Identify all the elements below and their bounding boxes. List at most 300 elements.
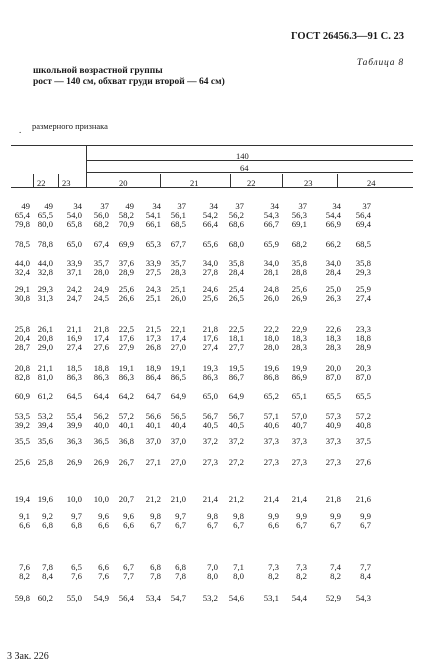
table-cell: 25,6 [14,457,30,467]
table-cell: 52,9 [325,593,341,603]
header-divider-c [160,174,161,187]
table-cell: 35,8 [355,258,371,268]
table-cell: 68,5 [355,239,371,249]
table-cell: 35,7 [93,258,109,268]
table-cell: 21,8 [93,324,109,334]
table-cell: 36,8 [118,436,134,446]
table-cell: 6,6 [19,520,30,531]
table-cell: 66,7 [263,219,279,230]
table-cell: 37,2 [228,436,244,446]
table-cell: 25,9 [355,284,371,294]
table-cell: 28,7 [14,342,30,353]
table-cell: 37 [298,201,307,211]
table-cell: 6,7 [207,520,218,531]
table-cell: 27,3 [291,457,307,467]
table-cell: 21,8 [325,494,341,504]
table-cell: 65,1 [291,391,307,401]
footer-note: 3 Зак. 226 [7,651,49,662]
table-cell: 36,5 [93,436,109,446]
table-cell: 9,7 [71,511,82,521]
group-header: 23 [62,178,71,188]
header-divider-b [58,174,59,187]
table-cell: 56,2 [93,411,109,421]
table-cell: 44,0 [37,258,53,268]
table-cell: 29,3 [37,284,53,294]
table-cell: 27,4 [355,293,371,304]
table-cell: 56,4 [355,210,371,221]
table-cell: 25,6 [118,284,134,294]
table-cell: 44,0 [14,258,30,268]
table-cell: 25,6 [291,284,307,294]
table-cell: 67,7 [170,239,186,249]
table-cell: 70,9 [118,219,134,230]
table-cell: 7,8 [42,562,53,572]
table-cell: 53,1 [263,593,279,603]
header-rule-140 [86,160,413,161]
table-cell: 6,7 [233,520,244,531]
table-cell: 19,4 [14,494,30,504]
table-cell: 65,8 [66,219,82,230]
table-cell: 19,5 [228,363,244,373]
table-cell: 69,1 [291,219,307,230]
table-cell: 40,5 [202,420,218,431]
table-cell: 7,7 [123,571,134,582]
table-cell: 23,3 [355,324,371,334]
table-cell: 21,5 [145,324,161,334]
table-cell: 21,4 [263,494,279,504]
table-cell: 66,4 [202,219,218,230]
table-cell: 28,0 [263,342,279,353]
table-cell: 24,5 [93,293,109,304]
table-cell: 24,7 [66,293,82,304]
table-cell: 6,5 [71,562,82,572]
table-cell: 6,6 [268,520,279,531]
group-header: 24 [367,178,376,188]
table-cell: 25,4 [228,284,244,294]
table-cell: 27,6 [93,342,109,353]
table-cell: 68,0 [228,239,244,249]
table-cell: 9,6 [98,511,109,521]
table-cell: 54,1 [145,210,161,221]
table-cell: 6,8 [42,520,53,531]
table-cell: 6,7 [330,520,341,531]
table-cell: 65,0 [66,239,82,249]
table-cell: 22,9 [291,324,307,334]
header-divider-e [282,174,283,187]
table-cell: 25,0 [325,284,341,294]
table-cell: 64,4 [93,391,109,401]
table-cell: 24,6 [202,284,218,294]
table-cell: 61,2 [37,391,53,401]
table-cell: 86,9 [291,372,307,383]
table-cell: 26,3 [325,293,341,304]
table-cell: 7,1 [233,562,244,572]
table-cell: 9,6 [123,511,134,521]
table-cell: 24,2 [66,284,82,294]
table-cell: 39,4 [37,420,53,431]
table-cell: 9,9 [360,511,371,521]
table-cell: 22,2 [263,324,279,334]
table-cell: 7,7 [360,562,371,572]
table-cell: 54,9 [93,593,109,603]
table-cell: 37,3 [263,436,279,446]
table-cell: 34,0 [325,258,341,268]
table-cell: 9,8 [150,511,161,521]
group-header: 22 [37,178,46,188]
table-cell: 39,2 [14,420,30,431]
table-cell: 18,9 [145,363,161,373]
table-cell: 69,9 [118,239,134,249]
table-cell: 81,0 [37,372,53,383]
table-cell: 86,3 [93,372,109,383]
table-cell: 26,1 [37,324,53,334]
table-cell: 40,0 [93,420,109,431]
table-cell: 6,7 [123,562,134,572]
table-cell: 35,7 [170,258,186,268]
table-cell: 20,0 [325,363,341,373]
table-cell: 22,1 [170,324,186,334]
table-cell: 8,4 [360,571,371,582]
table-cell: 9,1 [19,511,30,521]
table-cell: 7,8 [150,571,161,582]
table-cell: 28,3 [291,342,307,353]
table-cell: 57,2 [118,411,134,421]
table-cell: 56,5 [170,411,186,421]
table-cell: 66,1 [145,219,161,230]
table-cell: 56,2 [228,210,244,221]
table-cell: 65,5 [325,391,341,401]
table-cell: 31,3 [37,293,53,304]
table-cell: 7,8 [175,571,186,582]
table-cell: 54,6 [228,593,244,603]
table-cell: 53,5 [14,411,30,421]
table-cell: 17,4 [170,333,186,344]
height-header: 140 [236,151,249,161]
table-cell: 27,0 [170,457,186,467]
table-cell: 60,2 [37,593,53,603]
table-cell: 27,1 [145,457,161,467]
table-cell: 28,0 [93,267,109,278]
table-cell: 8,2 [330,571,341,582]
table-cell: 29,3 [355,267,371,278]
table-cell: 28,4 [228,267,244,278]
table-cell: 34,0 [263,258,279,268]
table-cell: 6,7 [150,520,161,531]
table-cell: 66,2 [325,239,341,249]
table-cell: 78,8 [37,239,53,249]
table-cell: 34 [152,201,161,211]
table-cell: 21,4 [202,494,218,504]
table-cell: 37,3 [291,436,307,446]
table-cell: 19,6 [37,494,53,504]
table-cell: 68,5 [170,219,186,230]
table-cell: 65,5 [37,210,53,221]
table-cell: 27,4 [202,342,218,353]
table-cell: 65,4 [14,210,30,221]
table-cell: 17,6 [202,333,218,344]
table-cell: 18,0 [263,333,279,344]
table-cell: 17,3 [145,333,161,344]
table-cell: 86,3 [66,372,82,383]
table-cell: 53,2 [37,411,53,421]
table-cell: 21,6 [355,494,371,504]
table-cell: 20,8 [14,363,30,373]
table-cell: 25,1 [145,293,161,304]
table-cell: 40,6 [263,420,279,431]
table-cell: 34 [73,201,82,211]
table-cell: 9,7 [175,511,186,521]
table-cell: 24,8 [263,284,279,294]
table-cell: 22,5 [228,324,244,334]
table-cell: 65,6 [202,239,218,249]
table-cell: 37,3 [325,436,341,446]
table-cell: 37 [362,201,371,211]
table-cell: 7,3 [268,562,279,572]
table-cell: 56,6 [145,411,161,421]
table-cell: 54,0 [66,210,82,221]
table-cell: 56,3 [291,210,307,221]
table-cell: 64,5 [66,391,82,401]
table-cell: 37,2 [202,436,218,446]
table-cell: 28,1 [263,267,279,278]
table-cell: 64,7 [145,391,161,401]
header-divider-left [86,146,87,187]
table-cell: 28,8 [291,267,307,278]
table-cell: 20,7 [118,494,134,504]
table-cell: 8,0 [207,571,218,582]
table-caption-line1: школьной возрастной группы [33,66,163,76]
table-cell: 56,1 [170,210,186,221]
table-cell: 22,5 [118,324,134,334]
page-header: ГОСТ 26456.3—91 С. 23 [290,31,404,42]
table-cell: 7,0 [207,562,218,572]
table-cell: 8,4 [42,571,53,582]
table-cell: 56,7 [202,411,218,421]
table-cell: 18,3 [325,333,341,344]
table-cell: 25,8 [37,457,53,467]
table-cell: 86,3 [202,372,218,383]
table-cell: 7,4 [330,562,341,572]
table-cell: 65,9 [263,239,279,249]
header-divider-a [33,174,34,187]
table-cell: 86,4 [145,372,161,383]
table-cell: 6,8 [150,562,161,572]
table-cell: 56,0 [93,210,109,221]
table-cell: 27,2 [228,457,244,467]
table-cell: 33,9 [66,258,82,268]
table-cell: 26,5 [228,293,244,304]
table-cell: 21,1 [66,324,82,334]
table-cell: 25,8 [14,324,30,334]
table-cell: 26,0 [263,293,279,304]
table-cell: 57,2 [355,411,371,421]
table-cell: 40,1 [145,420,161,431]
table-cell: 37,6 [118,258,134,268]
table-cell: 17,6 [118,333,134,344]
table-cell: 64,9 [228,391,244,401]
table-cell: 8,2 [268,571,279,582]
table-cell: 69,4 [355,219,371,230]
table-cell: 59,8 [14,593,30,603]
table-cell: 24,9 [93,284,109,294]
header-rule-bottom [11,187,413,188]
table-cell: 20,3 [355,363,371,373]
table-cell: 6,7 [175,520,186,531]
table-cell: 86,5 [170,372,186,383]
table-cell: 9,8 [207,511,218,521]
table-cell: 27,3 [202,457,218,467]
table-cell: 21,1 [37,363,53,373]
table-cell: 7,6 [98,571,109,582]
table-cell: 56,7 [228,411,244,421]
table-cell: 49 [44,201,53,211]
header-rule-64 [86,172,413,173]
table-cell: 68,6 [228,219,244,230]
table-cell: 37 [100,201,109,211]
table-cell: 54,3 [355,593,371,603]
table-cell: 79,8 [14,219,30,230]
table-cell: 37,5 [355,436,371,446]
table-cell: 40,4 [170,420,186,431]
table-cell: 7,6 [19,562,30,572]
table-cell: 28,3 [325,342,341,353]
table-cell: 49 [125,201,134,211]
table-cell: 80,0 [37,219,53,230]
table-cell: 55,0 [66,593,82,603]
table-cell: 21,8 [202,324,218,334]
table-cell: 26,6 [118,293,134,304]
table-cell: 21,2 [228,494,244,504]
group-header: 23 [304,178,313,188]
table-cell: 10,0 [93,494,109,504]
table-cell: 27,9 [118,342,134,353]
table-cell: 25,6 [202,293,218,304]
table-cell: 57,1 [263,411,279,421]
table-cell: 33,9 [145,258,161,268]
table-cell: 6,6 [98,520,109,531]
table-cell: 40,9 [325,420,341,431]
table-cell: 40,5 [228,420,244,431]
table-cell: 67,4 [93,239,109,249]
table-cell: 18,8 [355,333,371,344]
table-cell: 18,8 [93,363,109,373]
table-cell: 40,8 [355,420,371,431]
table-cell: 37,0 [145,436,161,446]
table-cell: 40,1 [118,420,134,431]
table-cell: 19,6 [263,363,279,373]
table-cell: 27,0 [170,342,186,353]
table-cell: 57,0 [291,411,307,421]
table-cell: 16,9 [66,333,82,344]
table-cell: 18,5 [66,363,82,373]
table-cell: 9,9 [296,511,307,521]
table-cell: 27,4 [66,342,82,353]
table-cell: 28,9 [118,267,134,278]
table-cell: 29,1 [14,284,30,294]
table-cell: 40,7 [291,420,307,431]
group-header: 21 [190,178,199,188]
table-cell: 82,8 [14,372,30,383]
table-cell: 27,8 [202,267,218,278]
table-number: Таблица 8 [356,58,404,68]
table-cell: 54,4 [325,210,341,221]
table-cell: 34,0 [202,258,218,268]
table-cell: 87,0 [325,372,341,383]
table-cell: 27,5 [145,267,161,278]
table-cell: 86,7 [228,372,244,383]
table-cell: 78,5 [14,239,30,249]
table-cell: 9,8 [233,511,244,521]
table-cell: 36,3 [66,436,82,446]
table-cell: 35,5 [14,436,30,446]
group-header: 20 [119,178,128,188]
table-cell: 53,2 [202,593,218,603]
table-cell: 60,9 [14,391,30,401]
table-cell: 65,0 [202,391,218,401]
table-cell: 6,6 [98,562,109,572]
table-cell: 30,8 [14,293,30,304]
table-cell: 17,4 [93,333,109,344]
table-cell: 6,7 [360,520,371,531]
table-cell: 86,8 [263,372,279,383]
table-cell: 54,4 [291,593,307,603]
table-cell: 20,8 [37,333,53,344]
table-cell: 32,4 [14,267,30,278]
table-cell: 6,7 [296,520,307,531]
table-cell: 37,0 [170,436,186,446]
table-cell: 27,6 [355,457,371,467]
table-cell: 26,7 [118,457,134,467]
header-divider-d [230,174,231,187]
table-cell: 35,8 [228,258,244,268]
table-cell: 9,9 [268,511,279,521]
table-cell: 26,9 [93,457,109,467]
table-cell: 68,2 [93,219,109,230]
table-cell: 7,6 [71,571,82,582]
table-cell: 9,2 [42,511,53,521]
table-cell: 54,7 [170,593,186,603]
table-cell: 26,8 [145,342,161,353]
table-cell: 8,2 [19,571,30,582]
table-cell: 19,3 [202,363,218,373]
table-cell: 34 [270,201,279,211]
table-cell: 21,4 [291,494,307,504]
table-cell: 10,0 [66,494,82,504]
table-cell: 8,0 [233,571,244,582]
table-cell: 87,0 [355,372,371,383]
table-cell: 28,9 [355,342,371,353]
table-cell: 37 [177,201,186,211]
table-cell: 28,3 [170,267,186,278]
table-cell: 7,3 [296,562,307,572]
table-cell: 19,1 [170,363,186,373]
table-cell: 54,2 [202,210,218,221]
chest-header: 64 [240,163,249,173]
table-cell: 22,6 [325,324,341,334]
table-cell: 55,4 [66,411,82,421]
table-cell: 8,2 [296,571,307,582]
table-cell: 26,9 [291,293,307,304]
table-cell: 26,0 [170,293,186,304]
bullet-mark: . [19,125,22,135]
table-cell: 27,7 [228,342,244,353]
table-cell: 26,9 [66,457,82,467]
table-cell: 18,1 [228,333,244,344]
table-cell: 6,8 [71,520,82,531]
table-cell: 57,3 [325,411,341,421]
table-cell: 35,8 [291,258,307,268]
table-cell: 39,9 [66,420,82,431]
